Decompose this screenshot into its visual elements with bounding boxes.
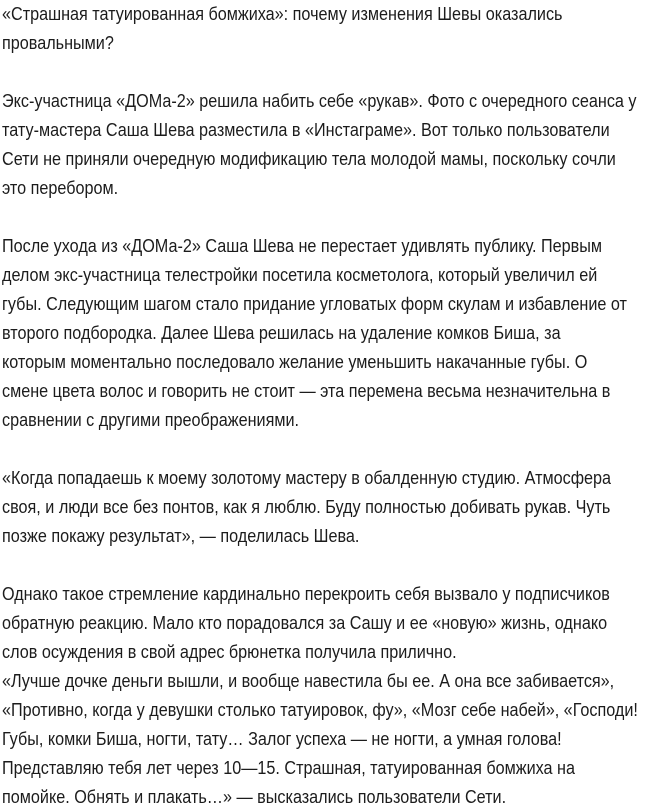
- title-line: «Страшная татуированная бомжиха»: почему изменения Шевы оказались: [2, 3, 563, 24]
- paragraph-history: [2, 231, 667, 434]
- text-line: «Когда попадаешь к моему золотому мастеру в обалденную студию. Атмосфера: [2, 467, 612, 488]
- text-line: сравнении с другими преображениями.: [2, 409, 300, 430]
- text-line: второго подбородка. Далее Шева решилась на удаление комков Биша, за: [2, 322, 561, 343]
- text-line: Губы, комки Биша, ногти, тату… Залог успеха — не ногти, а умная голова!: [2, 728, 562, 749]
- text-line: слов осуждения в свой адрес брюнетка получила прилично.: [2, 641, 457, 662]
- text-line: губы. Следующим шагом стало придание угловатых форм скулам и избавление от: [2, 293, 627, 314]
- title-line: провальными?: [2, 32, 114, 53]
- text-line: После ухода из «ДОМа-2» Саша Шева не перестает удивлять публику. Первым: [2, 235, 603, 256]
- text-line: Экс-участница «ДОМа-2» решила набить себе «рукав». Фото с очередного сеанса у: [2, 90, 637, 111]
- text-line: которым моментально последовало желание уменьшить накачанные губы. О: [2, 351, 588, 372]
- text-line: «Лучше дочке деньги вышли, и вообще навестила бы ее. А она все забивается»,: [2, 670, 615, 691]
- paragraph-intro: [2, 86, 667, 202]
- text-line: Сети не приняли очередную модификацию тела молодой мамы, поскольку сочли: [2, 148, 616, 169]
- text-line: смене цвета волос и говорить не стоит — эта перемена весьма незначительна в: [2, 380, 611, 401]
- paragraph-quote: [2, 463, 667, 550]
- text-line: тату-мастера Саша Шева разместила в «Инстаграме». Вот только пользователи: [2, 119, 610, 140]
- text-line: «Противно, когда у девушки столько татуировок, фу», «Мозг себе набей», «Господи!: [2, 699, 638, 720]
- text-line: позже покажу результат», — поделилась Шева.: [2, 525, 360, 546]
- article-title: [2, 0, 667, 57]
- text-line: делом экс-участница телестройки посетила косметолога, который увеличил ей: [2, 264, 598, 285]
- text-line: Однако такое стремление кардинально перекроить себя вызвало у подписчиков: [2, 583, 610, 604]
- article: [2, 0, 667, 811]
- text-line: это перебором.: [2, 177, 119, 198]
- text-line: помойке. Обнять и плакать…» — высказались пользователи Сети.: [2, 786, 507, 807]
- text-line: своя, и люди все без понтов, как я люблю. Буду полностью добивать рукав. Чуть: [2, 496, 611, 517]
- paragraph-comments: [2, 666, 667, 811]
- text-line: Представляю тебя лет через 10—15. Страшная, татуированная бомжиха на: [2, 757, 576, 778]
- paragraph-reaction: [2, 579, 667, 666]
- text-line: обратную реакцию. Мало кто порадовался за Сашу и ее «новую» жизнь, однако: [2, 612, 608, 633]
